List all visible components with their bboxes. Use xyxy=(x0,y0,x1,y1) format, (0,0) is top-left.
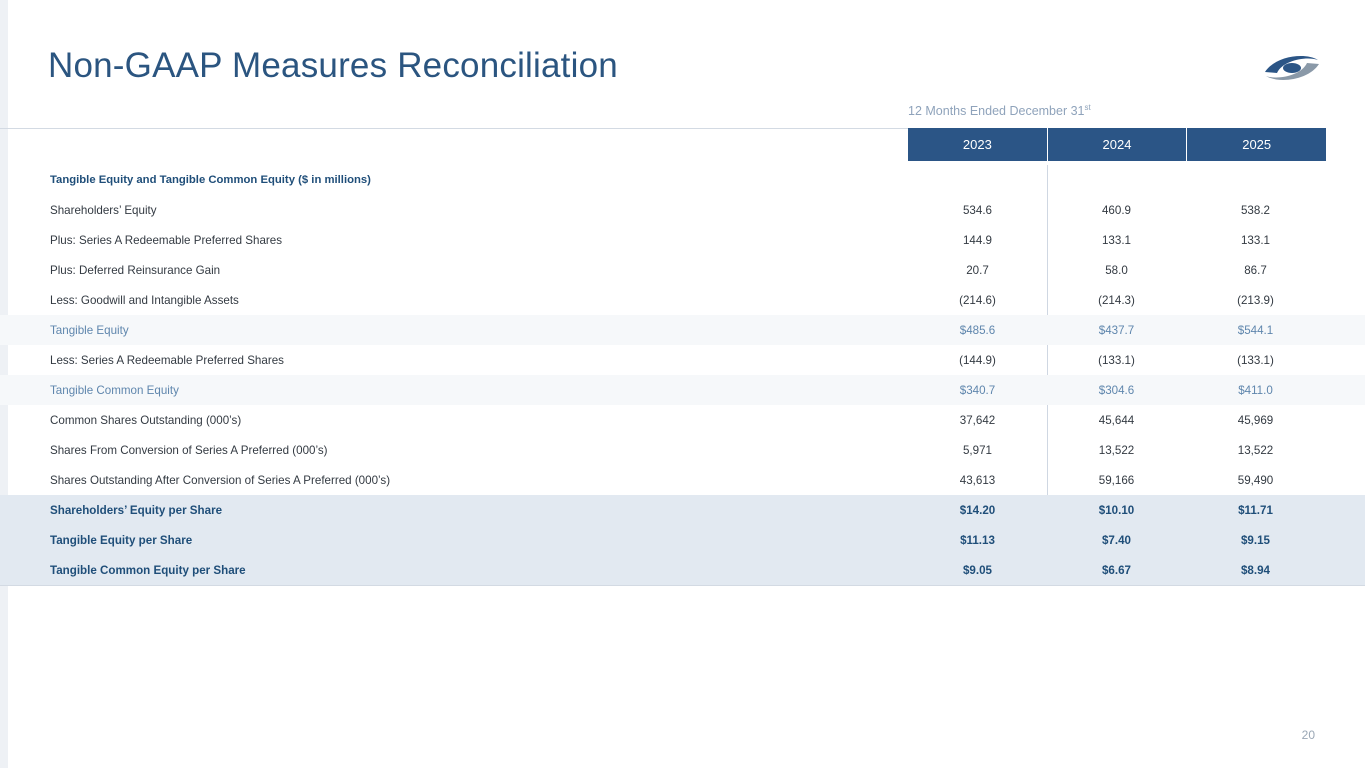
row-label: Tangible Equity per Share xyxy=(50,533,193,547)
column-header-2023: 2023 xyxy=(908,128,1048,161)
row-value-2025: $11.71 xyxy=(1238,503,1273,517)
table-row xyxy=(0,285,1365,315)
page-number: 20 xyxy=(1301,728,1315,742)
row-value-2023: $340.7 xyxy=(959,383,996,397)
column-header-2024: 2024 xyxy=(1048,128,1188,161)
row-value-2025: 59,490 xyxy=(1237,473,1274,487)
row-label: Shareholders’ Equity per Share xyxy=(50,503,223,517)
row-value-2024: $6.67 xyxy=(1101,563,1131,577)
row-value-2023: 144.9 xyxy=(962,233,992,247)
row-value-2023: 534.6 xyxy=(962,203,992,217)
company-logo-icon xyxy=(1261,42,1323,90)
row-value-2024: 59,166 xyxy=(1098,473,1135,487)
row-value-2025: $9.15 xyxy=(1240,533,1270,547)
row-label: Shares From Conversion of Series A Preferred (000’s) xyxy=(50,443,328,457)
row-value-2025: 538.2 xyxy=(1240,203,1270,217)
row-value-2024: $304.6 xyxy=(1098,383,1135,397)
footer-rule xyxy=(0,585,1365,586)
table-row xyxy=(0,165,1365,195)
row-label: Tangible Equity xyxy=(50,323,129,337)
row-value-2023: $11.13 xyxy=(960,533,995,547)
table-row xyxy=(0,405,1365,435)
column-header-2025: 2025 xyxy=(1187,128,1326,161)
row-value-2023: $9.05 xyxy=(962,563,992,577)
row-value-2023: 20.7 xyxy=(966,263,989,277)
row-label: Shares Outstanding After Conversion of Series A Preferred (000’s) xyxy=(50,473,391,487)
row-value-2023: (144.9) xyxy=(959,353,996,367)
table-row xyxy=(0,315,1365,345)
row-value-2025: 45,969 xyxy=(1237,413,1274,427)
row-value-2024: 133.1 xyxy=(1101,233,1131,247)
table-row xyxy=(0,495,1365,525)
row-value-2024: 460.9 xyxy=(1101,203,1131,217)
row-label: Tangible Common Equity per Share xyxy=(50,563,246,577)
row-label: Tangible Common Equity xyxy=(50,383,179,397)
row-label: Tangible Equity and Tangible Common Equity ($ in millions) xyxy=(50,174,371,186)
row-value-2025: 133.1 xyxy=(1240,233,1270,247)
table-row xyxy=(0,435,1365,465)
header-rule xyxy=(0,128,908,129)
row-label: Plus: Deferred Reinsurance Gain xyxy=(50,263,221,277)
period-caption-text: 12 Months Ended December 31 xyxy=(908,104,1085,119)
row-value-2024: 13,522 xyxy=(1098,443,1135,457)
table-row xyxy=(0,465,1365,495)
period-caption-superscript: st xyxy=(1084,103,1091,112)
row-label: Less: Series A Redeemable Preferred Shares xyxy=(50,353,284,367)
row-label: Shareholders’ Equity xyxy=(50,203,157,217)
row-value-2023: (214.6) xyxy=(959,293,996,307)
row-value-2023: 37,642 xyxy=(959,413,996,427)
row-label: Less: Goodwill and Intangible Assets xyxy=(50,293,239,307)
row-value-2025: $411.0 xyxy=(1238,383,1273,397)
row-label: Plus: Series A Redeemable Preferred Shares xyxy=(50,233,282,247)
row-value-2024: $10.10 xyxy=(1098,503,1135,517)
row-value-2024: (214.3) xyxy=(1098,293,1135,307)
row-value-2024: (133.1) xyxy=(1098,353,1135,367)
row-label: Common Shares Outstanding (000’s) xyxy=(50,413,242,427)
row-value-2024: 58.0 xyxy=(1105,263,1128,277)
table-row xyxy=(0,195,1365,225)
row-value-2025: 13,522 xyxy=(1237,443,1274,457)
table-row xyxy=(0,225,1365,255)
reconciliation-table xyxy=(0,165,1365,585)
row-value-2023: 43,613 xyxy=(959,473,996,487)
row-value-2023: 5,971 xyxy=(962,443,992,457)
table-row xyxy=(0,255,1365,285)
table-row xyxy=(0,525,1365,555)
period-caption xyxy=(908,103,1091,118)
row-value-2025: (133.1) xyxy=(1237,353,1274,367)
row-value-2024: $437.7 xyxy=(1098,323,1135,337)
row-value-2025: 86.7 xyxy=(1244,263,1267,277)
row-value-2023: $14.20 xyxy=(959,503,996,517)
page-title: Non-GAAP Measures Reconciliation xyxy=(48,46,618,85)
table-row xyxy=(0,555,1365,585)
row-value-2025: (213.9) xyxy=(1237,293,1274,307)
row-value-2024: $7.40 xyxy=(1101,533,1131,547)
row-value-2023: $485.6 xyxy=(959,323,996,337)
table-row xyxy=(0,345,1365,375)
row-value-2025: $8.94 xyxy=(1240,563,1270,577)
row-value-2025: $544.1 xyxy=(1237,323,1274,337)
row-value-2024: 45,644 xyxy=(1098,413,1135,427)
year-column-header xyxy=(908,128,1326,161)
table-row xyxy=(0,375,1365,405)
